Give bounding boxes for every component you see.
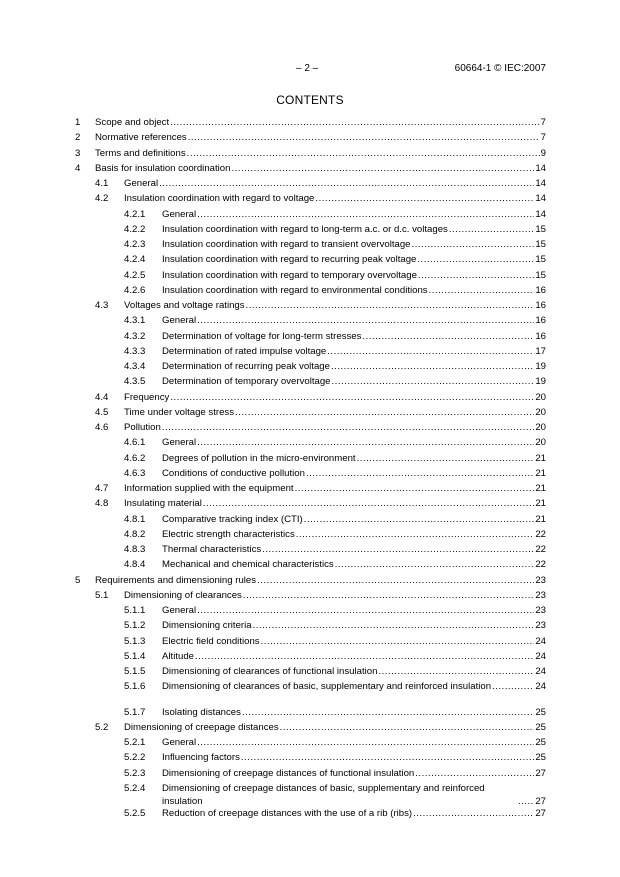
toc-entry-number: 4.2.4 [124, 254, 146, 266]
toc-entry-line [124, 497, 546, 510]
toc-entry-title: Requirements and dimensioning rules [95, 574, 257, 586]
toc-entry-number: 4.3.2 [124, 330, 146, 342]
toc-entry-title: Time under voltage stress [124, 406, 235, 418]
toc-entry[interactable] [0, 782, 620, 805]
toc-entry-line [162, 208, 546, 221]
toc-entry-title: Influencing factors [162, 752, 240, 764]
dot-leader [246, 299, 535, 312]
toc-entry[interactable] [0, 635, 620, 648]
toc-entry-number: 4.5 [95, 406, 109, 418]
toc-entry-number: 5.1.4 [124, 650, 146, 662]
toc-entry-title: Insulation coordination with regard to temporary overvoltage [162, 269, 417, 281]
toc-entry-title: General [162, 437, 197, 449]
toc-entry-page: 20 [535, 406, 546, 418]
toc-entry[interactable] [0, 736, 620, 749]
toc-entry-page: 20 [535, 391, 546, 403]
toc-entry-line [95, 147, 546, 160]
dot-leader [492, 680, 534, 693]
dot-leader [331, 360, 534, 373]
toc-entry-title: Reduction of creepage distances with the use of a rib (ribs) [162, 808, 413, 819]
toc-entry-line [162, 751, 546, 764]
toc-entry-number: 5.2.1 [124, 737, 146, 748]
toc-entry-line [124, 192, 546, 205]
toc-entry[interactable] [0, 238, 620, 251]
toc-entry-page: 14 [535, 178, 546, 189]
dot-leader [429, 284, 535, 297]
toc-entry-title: Insulation coordination with regard to voltage [124, 193, 315, 205]
toc-entry-number: 5.1.5 [124, 666, 146, 677]
standard-reference: 60664-1 © IEC:2007 [454, 63, 546, 74]
toc-entry-line [162, 375, 546, 388]
toc-entry-title: Comparative tracking index (CTI) [162, 513, 303, 525]
toc-entry-title: Dimensioning of clearances [124, 589, 242, 601]
toc-entry-page: 16 [535, 315, 546, 327]
toc-entry[interactable] [0, 177, 620, 190]
toc-entry-title: General [162, 737, 197, 748]
toc-entry[interactable] [0, 751, 620, 764]
toc-entry[interactable] [0, 360, 620, 373]
toc-entry-page: 24 [535, 635, 546, 647]
toc-entry-page: 16 [535, 330, 546, 342]
toc-entry[interactable] [0, 116, 620, 129]
page-number: – 2 – [296, 63, 319, 74]
toc-entry[interactable] [0, 147, 620, 160]
toc-entry[interactable] [0, 406, 620, 419]
toc-entry-number: 5.1.2 [124, 620, 146, 632]
toc-entry-page: 15 [535, 223, 546, 235]
toc-entry-title: Electric strength characteristics [162, 528, 295, 540]
dot-leader [412, 238, 535, 251]
dot-leader [197, 736, 534, 749]
toc-entry-number: 5.2.2 [124, 752, 146, 764]
toc-entry-page: 19 [535, 361, 546, 372]
toc-entry[interactable] [0, 436, 620, 449]
dot-leader [295, 482, 535, 495]
dot-leader [417, 253, 534, 266]
toc-entry-page: 27 [535, 767, 546, 779]
toc-entry-number: 5.2 [95, 721, 109, 733]
toc-entry-line [162, 330, 546, 343]
toc-entry-number: 2 [75, 132, 81, 144]
toc-entry-page: 15 [535, 269, 546, 281]
toc-entry-number: 4.4 [95, 391, 109, 403]
toc-entry-title: Dimensioning of clearances of basic, supplementary and reinforced insulation [162, 681, 492, 693]
toc-entry-page: 21 [535, 467, 546, 479]
toc-entry-line [162, 635, 546, 648]
toc-entry-number: 4.8.4 [124, 559, 146, 571]
toc-entry-number: 4.3.5 [124, 376, 146, 388]
toc-entry[interactable] [0, 680, 620, 703]
toc-entry-line [95, 162, 546, 175]
dot-leader [187, 147, 540, 160]
toc-entry-line [162, 706, 546, 719]
toc-entry[interactable] [0, 208, 620, 221]
toc-entry[interactable] [0, 345, 620, 358]
toc-entry[interactable] [0, 452, 620, 465]
toc-entry-number: 4.2.6 [124, 284, 146, 296]
toc-entry-page: 19 [535, 376, 546, 388]
dot-leader [378, 665, 534, 678]
toc-entry-page: 16 [535, 300, 546, 311]
toc-entry[interactable] [0, 284, 620, 297]
toc-entry-title: Normative references [95, 132, 187, 144]
toc-entry-line [162, 467, 546, 480]
dot-leader [242, 706, 534, 719]
toc-entry[interactable] [0, 589, 620, 602]
toc-entry-line [124, 406, 546, 419]
dot-leader [231, 162, 534, 175]
toc-entry-title: Dimensioning of creepage distances of functional insulation [162, 767, 415, 779]
toc-entry-page: 25 [535, 737, 546, 748]
toc-entry-line [162, 767, 546, 780]
toc-entry-number: 3 [75, 147, 81, 159]
toc-entry-page: 14 [535, 162, 546, 174]
dot-leader [253, 619, 535, 632]
toc-entry-line [162, 680, 546, 693]
toc-entry-line [162, 604, 546, 617]
toc-entry-page: 27 [535, 808, 546, 819]
toc-entry-title: Insulation coordination with regard to transient overvoltage [162, 239, 411, 250]
toc-entry[interactable] [0, 665, 620, 678]
toc-entry-line [162, 513, 546, 526]
toc-entry-title: Electric field conditions [162, 635, 260, 647]
toc-entry-title: Pollution [124, 422, 161, 433]
toc-entry-title: Information supplied with the equipment [124, 483, 294, 494]
toc-entry-line [162, 452, 546, 465]
toc-entry-number: 4.2 [95, 193, 109, 205]
toc-entry[interactable] [0, 528, 620, 541]
dot-leader [197, 208, 534, 221]
dot-leader [518, 795, 534, 808]
toc-entry-number: 4.2.3 [124, 239, 146, 250]
toc-entry-line [162, 345, 546, 358]
dot-leader [197, 604, 534, 617]
toc-entry-title: Determination of temporary overvoltage [162, 376, 331, 388]
dot-leader [197, 436, 534, 449]
toc-entry-number: 4.6.3 [124, 467, 146, 479]
toc-entry-page: 20 [535, 422, 546, 433]
toc-entry-page: 25 [535, 706, 546, 718]
toc-entry-title: Dimensioning criteria [162, 620, 252, 632]
toc-entry-title: Determination of rated impulse voltage [162, 345, 327, 357]
toc-entry[interactable] [0, 482, 620, 495]
dot-leader [418, 269, 534, 282]
toc-entry-line [124, 299, 546, 312]
toc-entry-title: General [124, 178, 159, 189]
toc-entry[interactable] [0, 375, 620, 388]
toc-entry-title: Isolating distances [162, 706, 241, 718]
toc-entry-title: Dimensioning of creepage distances of basic, supplementary and reinforced insulation [162, 782, 485, 807]
toc-entry[interactable] [0, 253, 620, 266]
toc-entry[interactable] [0, 497, 620, 510]
toc-entry-page: 24 [535, 681, 546, 693]
toc-entry-page: 24 [535, 650, 546, 662]
dot-leader [315, 192, 534, 205]
toc-entry-title: Altitude [162, 650, 194, 662]
toc-entry[interactable] [0, 223, 620, 236]
toc-entry-page: 14 [535, 193, 546, 205]
toc-entry[interactable] [0, 467, 620, 480]
dot-leader [335, 558, 535, 571]
toc-entry-page: 25 [535, 752, 546, 764]
toc-entry[interactable] [0, 269, 620, 282]
toc-entry-page: 14 [535, 208, 546, 220]
toc-entry-line [162, 736, 546, 749]
toc-entry-number: 4.6 [95, 422, 109, 433]
dot-leader [203, 497, 534, 510]
dot-leader [261, 635, 535, 648]
toc-entry-title: Scope and object [95, 117, 170, 128]
toc-entry-title: Degrees of pollution in the micro-environment [162, 452, 356, 464]
dot-leader [332, 375, 535, 388]
toc-entry[interactable] [0, 421, 620, 434]
toc-entry-page: 20 [535, 437, 546, 449]
toc-entry-page: 15 [535, 254, 546, 266]
toc-entry-line [162, 253, 546, 266]
dot-leader [413, 807, 534, 820]
toc-entry-page: 7 [540, 117, 546, 128]
toc-entry-line [162, 360, 546, 373]
dot-leader [327, 345, 534, 358]
toc-entry-number: 4.3.1 [124, 315, 146, 327]
toc-entry-number: 4.6.1 [124, 437, 146, 449]
toc-entry-line [124, 589, 546, 602]
toc-entry[interactable] [0, 391, 620, 404]
dot-leader [235, 406, 534, 419]
toc-entry-number: 5.1.6 [124, 681, 146, 693]
toc-entry-number: 4.2.2 [124, 223, 146, 235]
toc-entry-title: Basis for insulation coordination [95, 162, 231, 174]
dot-leader [162, 421, 535, 434]
toc-entry-line [124, 177, 546, 190]
toc-entry-page: 25 [535, 721, 546, 733]
toc-entry-number: 5.1.3 [124, 635, 146, 647]
toc-entry-title: Terms and definitions [95, 147, 186, 159]
toc-entry-title: Frequency [124, 391, 170, 403]
toc-entry-title: Determination of recurring peak voltage [162, 361, 330, 372]
toc-entry-title: Insulating material [124, 498, 202, 510]
toc-entry[interactable] [0, 767, 620, 780]
toc-entry-page: 21 [535, 513, 546, 525]
dot-leader [170, 391, 534, 404]
toc-entry-title: Determination of voltage for long-term stresses [162, 330, 362, 342]
toc-entry-number: 4.2.5 [124, 269, 146, 281]
toc-entry-title: Insulation coordination with regard to environmental conditions [162, 284, 428, 296]
toc-entry-line [95, 116, 546, 129]
toc-entry[interactable] [0, 330, 620, 343]
toc-entry[interactable] [0, 543, 620, 556]
toc-entry-number: 4 [75, 162, 81, 174]
toc-entry-title: General [162, 605, 197, 616]
toc-entry-line [162, 665, 546, 678]
toc-entry-number: 1 [75, 117, 81, 128]
toc-entry-number: 5.2.4 [124, 782, 146, 794]
toc-entry-number: 5.1.1 [124, 605, 146, 616]
toc-entry-line [162, 238, 546, 251]
toc-entry-line [162, 284, 546, 297]
toc-entry-title: Dimensioning of clearances of functional insulation [162, 666, 378, 677]
dot-leader [357, 452, 535, 465]
toc-entry-number: 4.7 [95, 483, 109, 494]
toc-entry-number: 4.8.2 [124, 528, 146, 540]
toc-entry-page: 16 [535, 284, 546, 296]
toc-entry-page: 23 [535, 589, 546, 601]
toc-entry-line [162, 619, 546, 632]
dot-leader [241, 751, 534, 764]
toc-entry-number: 4.3.3 [124, 345, 146, 357]
toc-entry-line [124, 391, 546, 404]
toc-entry-page: 23 [535, 605, 546, 616]
toc-entry-page: 22 [535, 528, 546, 540]
toc-entry[interactable] [0, 604, 620, 617]
dot-leader [188, 131, 540, 144]
toc-entry-line [162, 650, 546, 663]
contents-title: CONTENTS [276, 93, 344, 107]
dot-leader [415, 767, 534, 780]
toc-entry-line [95, 574, 546, 587]
toc-entry-line [162, 436, 546, 449]
toc-entry-number: 5.2.3 [124, 767, 146, 779]
toc-entry-page: 15 [535, 239, 546, 250]
toc-entry-line [95, 131, 546, 144]
dot-leader [159, 177, 534, 190]
dot-leader [243, 589, 534, 602]
toc-entry[interactable] [0, 314, 620, 327]
toc-entry[interactable] [0, 192, 620, 205]
toc-entry[interactable] [0, 807, 620, 820]
toc-entry-number: 5 [75, 574, 81, 586]
toc-entry-page: 7 [540, 132, 546, 144]
toc-entry[interactable] [0, 513, 620, 526]
toc-entry-title: Thermal characteristics [162, 544, 262, 555]
toc-entry-number: 4.3 [95, 300, 109, 311]
dot-leader [197, 314, 534, 327]
toc-entry-number: 4.6.2 [124, 452, 146, 464]
toc-entry-number: 4.8 [95, 498, 109, 510]
dot-leader [304, 513, 535, 526]
toc-entry-line [162, 269, 546, 282]
toc-entry-page: 24 [535, 666, 546, 677]
toc-entry-number: 4.1 [95, 178, 109, 189]
toc-entry-line [124, 482, 546, 495]
dot-leader [280, 721, 535, 734]
toc-entry-page: 21 [535, 483, 546, 494]
toc-entry-title: Conditions of conductive pollution [162, 467, 305, 479]
toc-entry[interactable] [0, 706, 620, 719]
toc-entry-page: 9 [540, 147, 546, 159]
toc-entry-line [124, 721, 546, 734]
toc-entry-number: 5.1.7 [124, 706, 146, 718]
toc-entry[interactable] [0, 162, 620, 175]
toc-entry-number: 4.8.3 [124, 544, 146, 555]
toc-entry-title: Mechanical and chemical characteristics [162, 559, 334, 571]
toc-entry-page: 23 [535, 574, 546, 586]
toc-entry-title: Insulation coordination with regard to long-term a.c. or d.c. voltages [162, 223, 448, 235]
toc-entry-page: 27 [535, 795, 546, 807]
toc-entry[interactable] [0, 721, 620, 734]
toc-entry[interactable] [0, 558, 620, 571]
toc-entry-title: General [162, 208, 197, 220]
toc-entry-number: 4.8.1 [124, 513, 146, 525]
toc-entry-page: 17 [535, 345, 546, 357]
toc-entry-number: 5.2.5 [124, 808, 146, 819]
toc-entry[interactable] [0, 131, 620, 144]
toc-entry-page: 21 [535, 452, 546, 464]
toc-entry-line [162, 223, 546, 236]
toc-entry-line [124, 421, 546, 434]
dot-leader [170, 116, 540, 129]
toc-entry-page: 23 [535, 620, 546, 632]
toc-entry-line [162, 528, 546, 541]
toc-entry-number: 5.1 [95, 589, 109, 601]
toc-entry[interactable] [0, 619, 620, 632]
toc-entry-line [162, 782, 546, 808]
toc-entry-page: 22 [535, 559, 546, 571]
toc-entry[interactable] [0, 299, 620, 312]
dot-leader [262, 543, 534, 556]
dot-leader [306, 467, 534, 480]
toc-entry[interactable] [0, 574, 620, 587]
toc-entry-line [162, 807, 546, 820]
dot-leader [195, 650, 534, 663]
toc-entry-title: Dimensioning of creepage distances [124, 721, 279, 733]
toc-entry-number: 4.3.4 [124, 361, 146, 372]
toc-entry[interactable] [0, 650, 620, 663]
toc-entry-title: General [162, 315, 197, 327]
toc-entry-line [162, 314, 546, 327]
toc-entry-page: 22 [535, 544, 546, 555]
toc-entry-line [162, 558, 546, 571]
dot-leader [449, 223, 534, 236]
toc-entry-line [162, 543, 546, 556]
dot-leader [257, 574, 534, 587]
toc-entry-number: 4.2.1 [124, 208, 146, 220]
toc-entry-page: 21 [535, 498, 546, 510]
dot-leader [296, 528, 535, 541]
toc-entry-title: Insulation coordination with regard to recurring peak voltage [162, 254, 417, 266]
toc-entry-title: Voltages and voltage ratings [124, 300, 245, 311]
dot-leader [362, 330, 534, 343]
